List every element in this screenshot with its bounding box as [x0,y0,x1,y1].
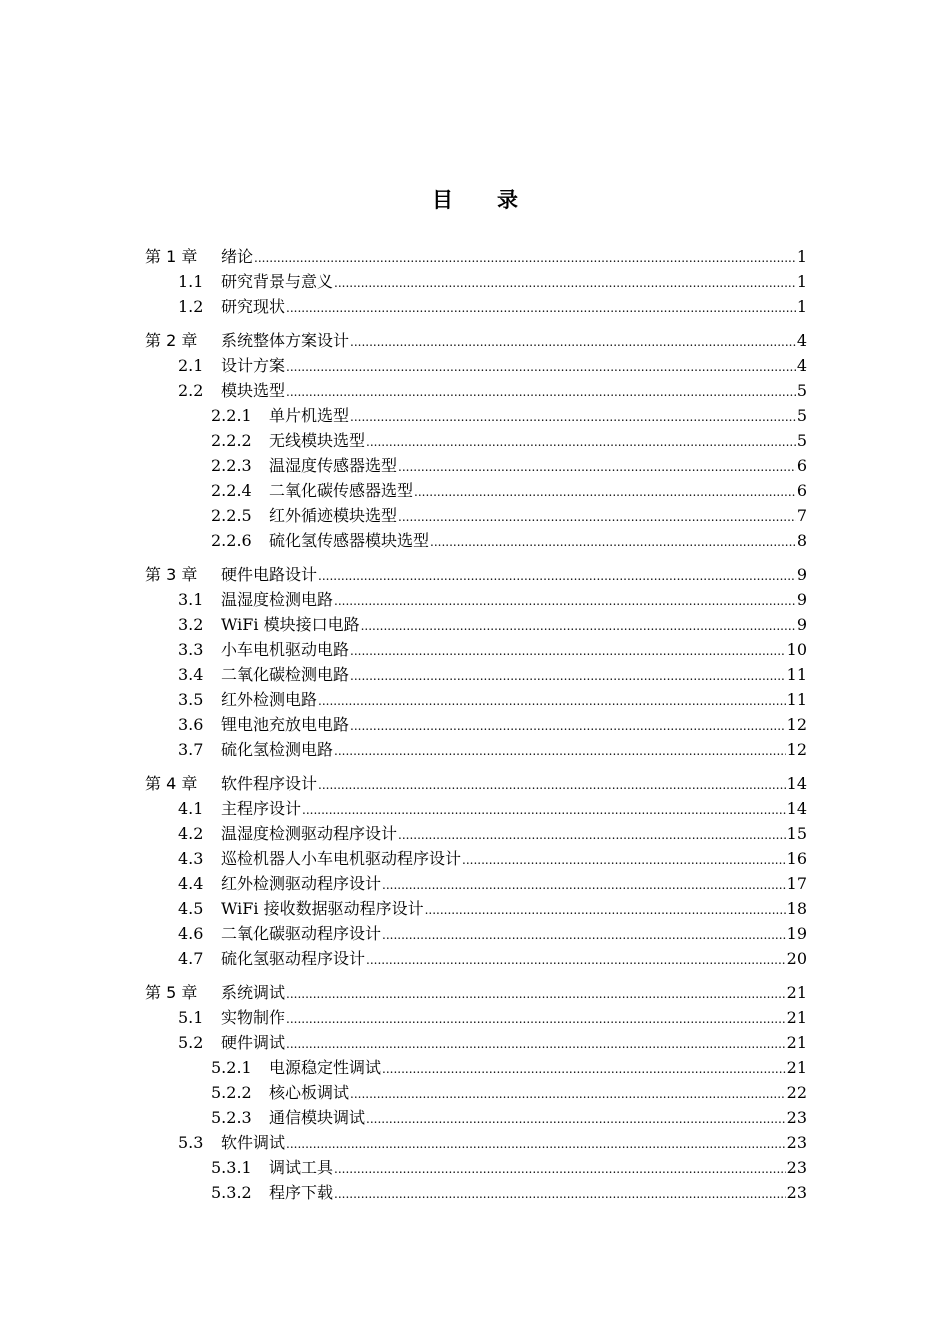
toc-entry-number: 第 5 章 [145,983,198,1002]
toc-dot-leader [350,1082,786,1107]
toc-chapter-entry[interactable] [0,980,950,1005]
toc-entry-title: 二氧化碳传感器选型 [269,481,414,500]
toc-page-number: 18 [786,899,807,918]
toc-entry-title: 模块选型 [221,381,286,400]
toc-page-number: 7 [796,506,807,525]
toc-dot-leader [350,405,796,430]
toc-entry-number: 2.2.5 [211,506,252,525]
toc-entry-number: 第 1 章 [145,247,198,266]
toc-section-entry[interactable] [0,796,950,821]
toc-entry-title: 系统调试 [221,983,286,1002]
toc-entry-number: 第 3 章 [145,565,198,584]
toc-entry-title: 主程序设计 [221,799,302,818]
toc-entry-title: 二氧化碳驱动程序设计 [221,924,382,943]
toc-dot-leader [318,773,786,798]
toc-page-number: 6 [796,456,807,475]
toc-section-entry[interactable] [0,1005,950,1030]
toc-dot-leader [286,1007,786,1032]
toc-dot-leader [286,380,796,405]
toc-entry-title: 程序下载 [269,1183,334,1202]
toc-entry-number: 1.1 [178,272,204,291]
toc-section-entry[interactable] [0,1130,950,1155]
toc-entry-title: 核心板调试 [269,1083,350,1102]
toc-page-number: 22 [786,1083,807,1102]
toc-dot-leader [286,296,796,321]
toc-dot-leader [286,982,786,1007]
toc-dot-leader [334,1157,786,1182]
toc-entry-number: 4.7 [178,949,204,968]
toc-chapter-group [0,771,950,971]
toc-page-number: 21 [786,1033,807,1052]
toc-subsection-entry[interactable] [0,1105,950,1130]
toc-section-entry[interactable] [0,896,950,921]
toc-page-number: 4 [796,331,807,350]
toc-chapter-entry[interactable] [0,771,950,796]
toc-entry-title: 调试工具 [269,1158,334,1177]
toc-dot-leader [334,589,796,614]
toc-subsection-entry[interactable] [0,428,950,453]
toc-dot-leader [425,898,786,923]
toc-entry-title: WiFi 模块接口电路 [221,615,360,634]
toc-subsection-entry[interactable] [0,453,950,478]
toc-page-number: 5 [796,431,807,450]
toc-entry-number: 1.2 [178,297,204,316]
toc-page-number: 1 [796,272,807,291]
toc-entry-title: 实物制作 [221,1008,286,1027]
toc-chapter-group [0,328,950,553]
toc-dot-leader [254,246,796,271]
toc-subsection-entry[interactable] [0,1080,950,1105]
toc-page-number: 23 [786,1183,807,1202]
toc-page-number: 11 [786,690,807,709]
toc-dot-leader [382,923,786,948]
toc-chapter-group [0,980,950,1205]
toc-entry-number: 2.2.1 [211,406,252,425]
toc-dot-leader [286,1132,786,1157]
toc-page-number: 19 [786,924,807,943]
toc-dot-leader [286,355,796,380]
toc-page-number: 8 [796,531,807,550]
toc-page-number: 6 [796,481,807,500]
toc-page-number: 1 [796,247,807,266]
toc-dot-leader [398,455,796,480]
toc-page-number: 23 [786,1108,807,1127]
toc-chapter-entry[interactable] [0,328,950,353]
toc-section-entry[interactable] [0,846,950,871]
toc-entry-number: 4.3 [178,849,204,868]
toc-dot-leader [350,639,786,664]
toc-entry-number: 2.2.4 [211,481,252,500]
toc-dot-leader [366,1107,786,1132]
toc-page-number: 4 [796,356,807,375]
toc-entry-title: 通信模块调试 [269,1108,366,1127]
toc-entry-number: 2.2.2 [211,431,252,450]
toc-entry-number: 3.4 [178,665,204,684]
toc-dot-leader [366,430,796,455]
toc-page-number: 1 [796,297,807,316]
toc-dot-leader [462,848,786,873]
toc-entry-number: 3.3 [178,640,204,659]
toc-dot-leader [334,271,796,296]
toc-section-entry[interactable] [0,821,950,846]
toc-entry-number: 5.2.1 [211,1058,252,1077]
toc-section-entry[interactable] [0,612,950,637]
toc-entry-number: 4.4 [178,874,204,893]
toc-entry-title: 温湿度检测电路 [221,590,334,609]
toc-entry-number: 4.1 [178,799,204,818]
toc-subsection-entry[interactable] [0,1155,950,1180]
toc-entry-number: 3.6 [178,715,204,734]
toc-entry-title: 设计方案 [221,356,286,375]
toc-dot-leader [382,873,786,898]
toc-chapter-entry[interactable] [0,244,950,269]
toc-entry-title: 硬件电路设计 [221,565,318,584]
title-char-1: 目 [432,188,453,212]
toc-page-number: 23 [786,1158,807,1177]
toc-section-entry[interactable] [0,353,950,378]
toc-entry-number: 第 4 章 [145,774,198,793]
toc-entry-title: 二氧化碳检测电路 [221,665,350,684]
toc-section-entry[interactable] [0,294,950,319]
toc-entry-title: 绪论 [221,247,254,266]
toc-section-entry[interactable] [0,1030,950,1055]
toc-page-number: 12 [786,715,807,734]
toc-dot-leader [286,1032,786,1057]
page-title [0,184,950,216]
toc-entry-number: 5.3 [178,1133,204,1152]
toc-page-number: 16 [786,849,807,868]
title-char-2: 录 [497,188,518,212]
toc-chapter-group [0,244,950,319]
toc-entry-number: 5.1 [178,1008,204,1027]
toc-page-number: 9 [796,615,807,634]
toc-entry-title: 单片机选型 [269,406,350,425]
toc-entry-number: 3.2 [178,615,204,634]
toc-page-number: 20 [786,949,807,968]
toc-subsection-entry[interactable] [0,478,950,503]
toc-entry-title: 温湿度传感器选型 [269,456,398,475]
toc-dot-leader [318,564,796,589]
toc-page-number: 10 [786,640,807,659]
toc-page-number: 9 [796,590,807,609]
toc-entry-number: 2.2.3 [211,456,252,475]
toc-entry-number: 4.6 [178,924,204,943]
toc-dot-leader [318,689,786,714]
toc-subsection-entry[interactable] [0,1055,950,1080]
toc-entry-title: 硬件调试 [221,1033,286,1052]
toc-entry-number: 4.5 [178,899,204,918]
toc-section-entry[interactable] [0,687,950,712]
toc-page-number: 5 [796,406,807,425]
toc-entry-title: 锂电池充放电电路 [221,715,350,734]
toc-dot-leader [350,664,786,689]
toc-page-number: 9 [796,565,807,584]
toc-dot-leader [366,948,786,973]
toc-page-number: 11 [786,665,807,684]
toc-entry-number: 5.2 [178,1033,204,1052]
toc-subsection-entry[interactable] [0,403,950,428]
toc-dot-leader [430,530,796,555]
toc-entry-number: 5.2.2 [211,1083,252,1102]
toc-entry-title: 软件程序设计 [221,774,318,793]
toc-section-entry[interactable] [0,871,950,896]
toc-subsection-entry[interactable] [0,503,950,528]
toc-dot-leader [382,1057,786,1082]
toc-section-entry[interactable] [0,378,950,403]
toc-dot-leader [398,823,786,848]
toc-entry-number: 5.2.3 [211,1108,252,1127]
toc-entry-number: 5.3.1 [211,1158,252,1177]
toc-section-entry[interactable] [0,587,950,612]
toc-subsection-entry[interactable] [0,528,950,553]
toc-entry-number: 2.1 [178,356,204,375]
table-of-contents [0,244,950,1214]
toc-page-number: 5 [796,381,807,400]
toc-page-number: 21 [786,1008,807,1027]
toc-entry-title: 巡检机器人小车电机驱动程序设计 [221,849,462,868]
toc-entry-title: 硫化氢驱动程序设计 [221,949,366,968]
toc-entry-title: WiFi 接收数据驱动程序设计 [221,899,424,918]
toc-entry-title: 研究背景与意义 [221,272,334,291]
toc-chapter-group [0,562,950,762]
toc-entry-number: 第 2 章 [145,331,198,350]
toc-entry-title: 研究现状 [221,297,286,316]
toc-entry-title: 硫化氢传感器模块选型 [269,531,430,550]
toc-entry-title: 温湿度检测驱动程序设计 [221,824,398,843]
toc-section-entry[interactable] [0,269,950,294]
toc-page-number: 21 [786,1058,807,1077]
toc-dot-leader [334,1182,786,1207]
toc-entry-title: 红外检测电路 [221,690,318,709]
toc-page-number: 14 [786,799,807,818]
toc-dot-leader [398,505,796,530]
toc-entry-title: 无线模块选型 [269,431,366,450]
toc-page-number: 17 [786,874,807,893]
toc-entry-title: 小车电机驱动电路 [221,640,350,659]
toc-page-number: 21 [786,983,807,1002]
toc-entry-number: 3.1 [178,590,204,609]
toc-entry-title: 硫化氢检测电路 [221,740,334,759]
toc-entry-number: 4.2 [178,824,204,843]
toc-entry-number: 3.7 [178,740,204,759]
toc-section-entry[interactable] [0,737,950,762]
toc-section-entry[interactable] [0,637,950,662]
toc-section-entry[interactable] [0,712,950,737]
toc-dot-leader [361,614,796,639]
toc-entry-title: 红外循迹模块选型 [269,506,398,525]
toc-dot-leader [350,330,796,355]
toc-entry-title: 红外检测驱动程序设计 [221,874,382,893]
toc-entry-number: 5.3.2 [211,1183,252,1202]
toc-dot-leader [414,480,796,505]
toc-entry-number: 2.2.6 [211,531,252,550]
toc-page-number: 14 [786,774,807,793]
toc-section-entry[interactable] [0,921,950,946]
toc-chapter-entry[interactable] [0,562,950,587]
toc-section-entry[interactable] [0,662,950,687]
toc-dot-leader [350,714,786,739]
toc-page-number: 15 [786,824,807,843]
toc-dot-leader [334,739,786,764]
toc-dot-leader [302,798,786,823]
toc-section-entry[interactable] [0,946,950,971]
toc-entry-title: 系统整体方案设计 [221,331,350,350]
toc-entry-number: 3.5 [178,690,204,709]
toc-page-number: 12 [786,740,807,759]
toc-entry-title: 软件调试 [221,1133,286,1152]
toc-entry-number: 2.2 [178,381,204,400]
toc-entry-title: 电源稳定性调试 [269,1058,382,1077]
toc-page-number: 23 [786,1133,807,1152]
toc-subsection-entry[interactable] [0,1180,950,1205]
